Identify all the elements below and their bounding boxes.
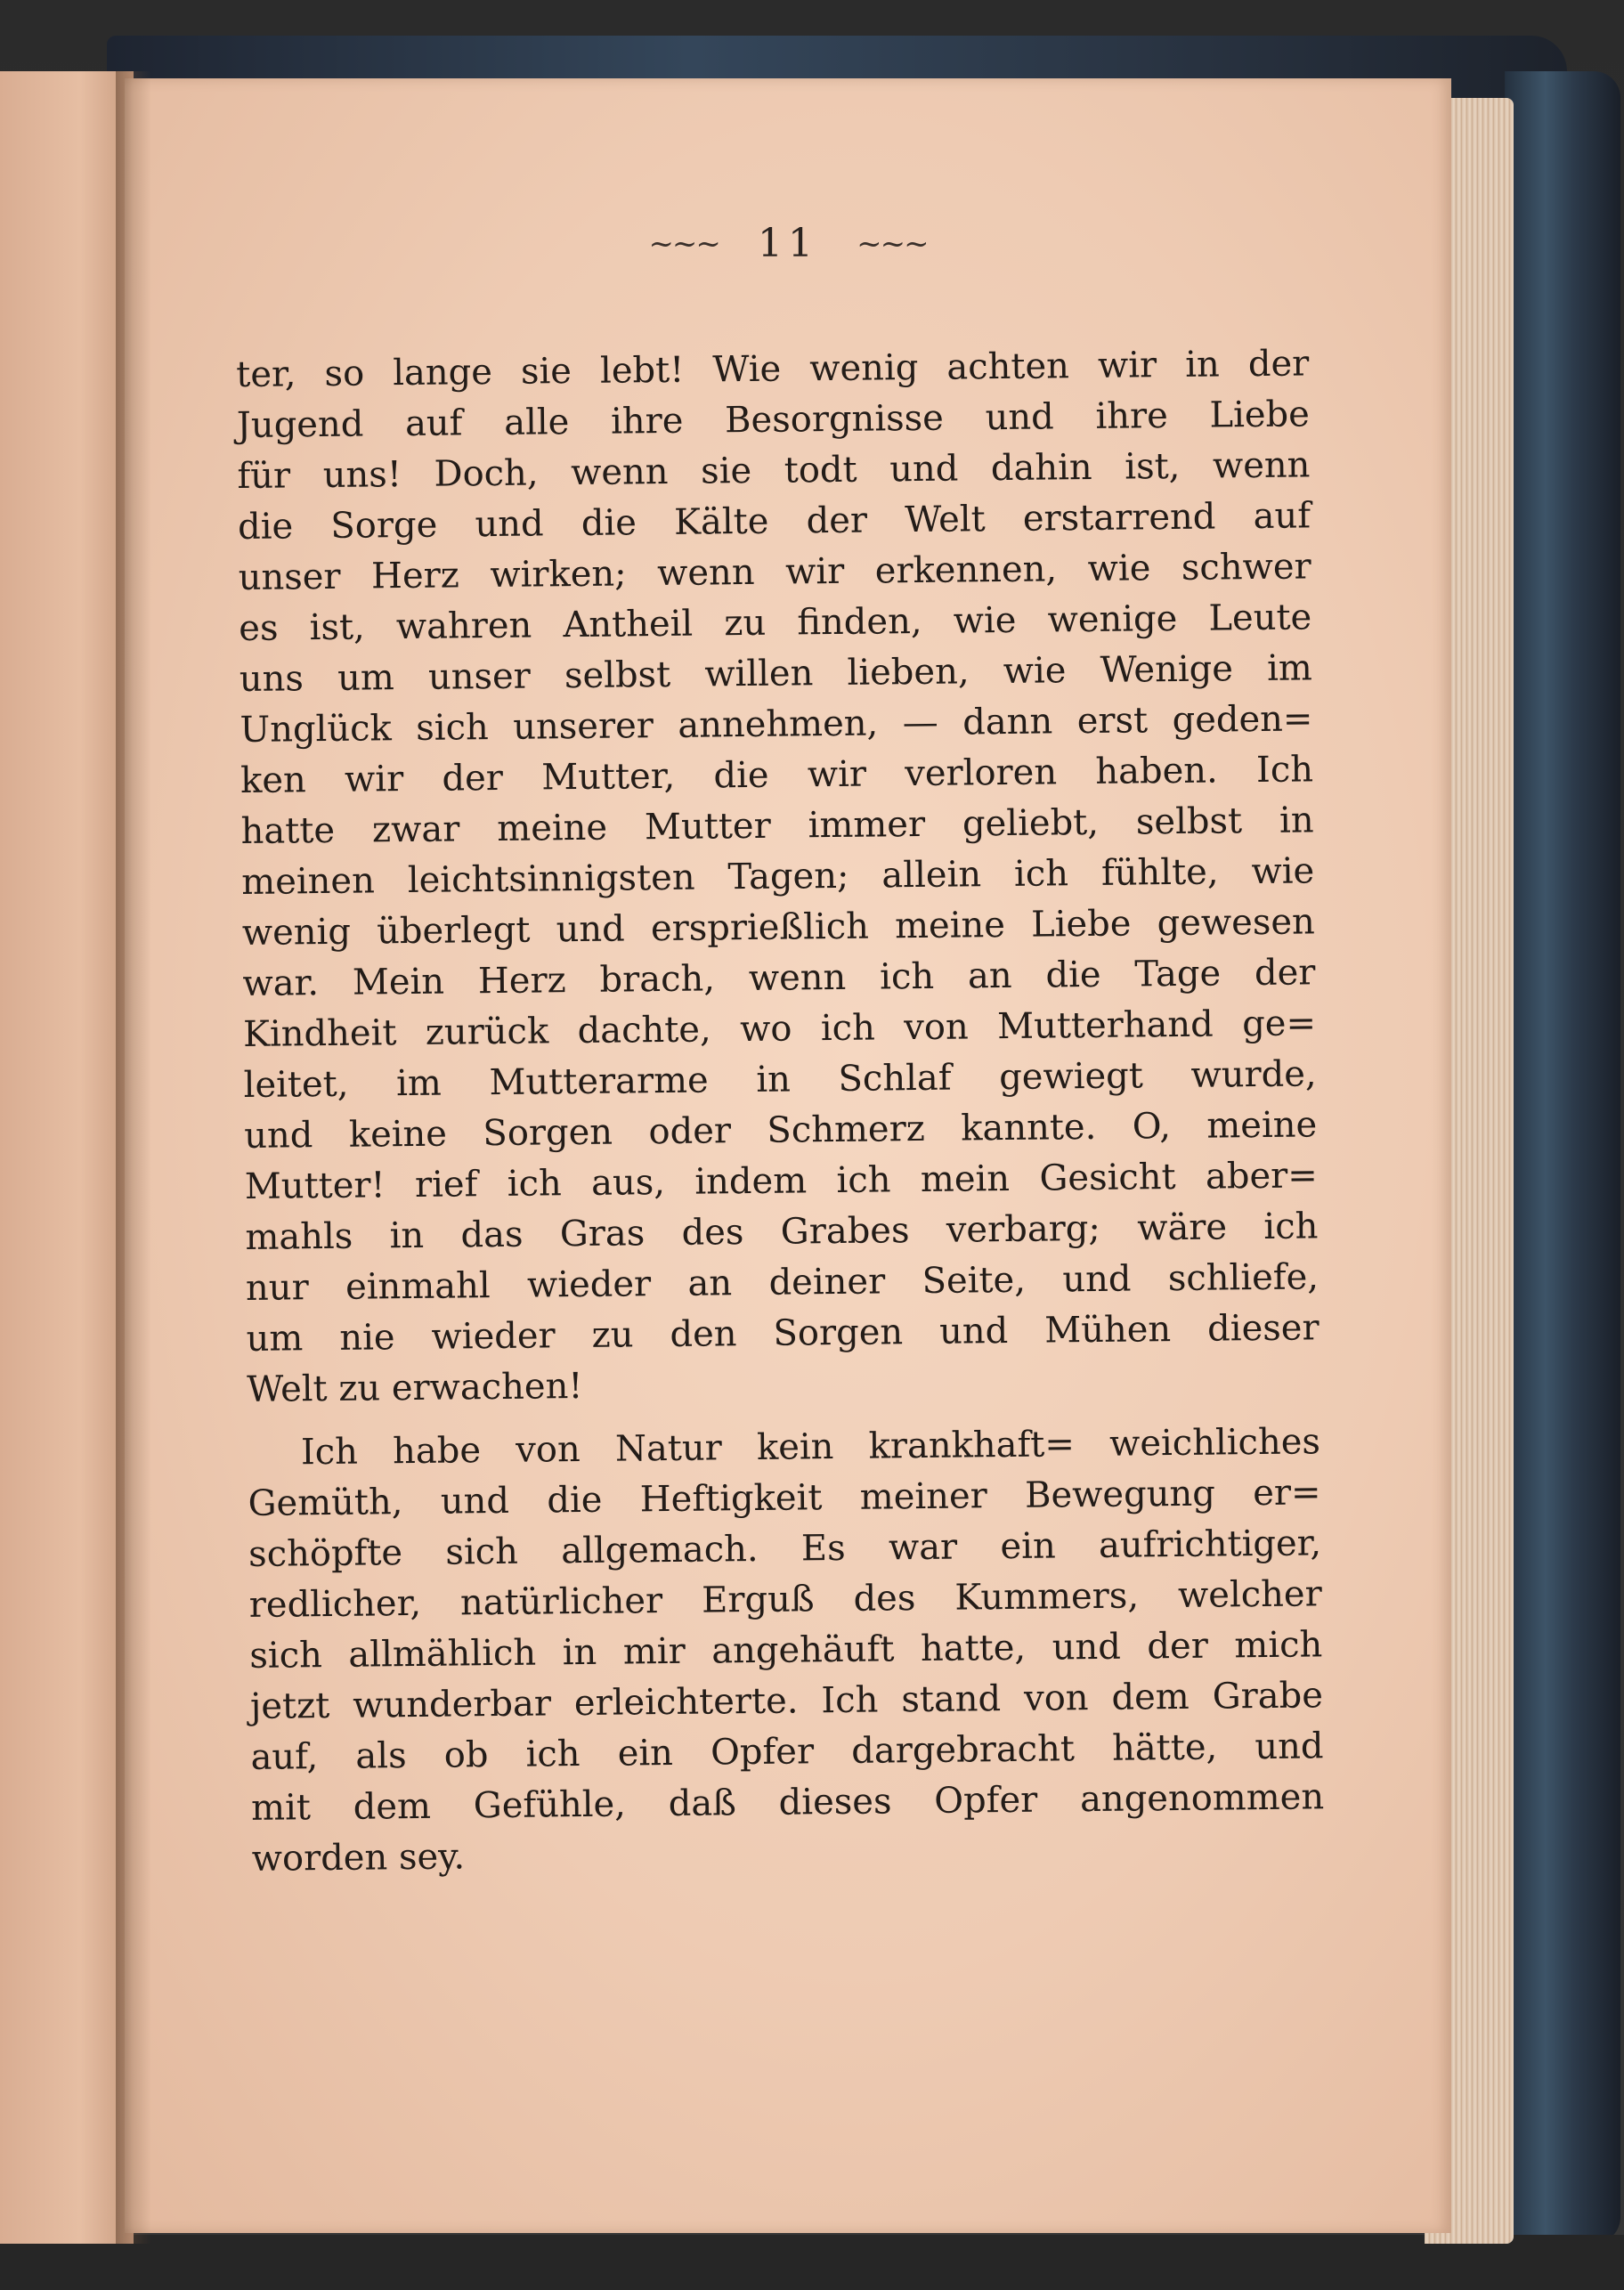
text-line: sich allmählich in mir angehäuft hatte, und der mich [249,1624,1323,1677]
text-line: leitet, im Mutterarme in Schlaf gewiegt wurde, [243,1053,1317,1106]
text-line: ken wir der Mutter, die wir verloren haben. Ich [240,749,1314,801]
book-cover-right-edge [1505,71,1620,2244]
text-line: Welt zu erwachen! [246,1365,583,1410]
page-number: 11 [758,221,818,266]
text-line: es ist, wahren Antheil zu finden, wie wenige Leute [239,597,1312,649]
text-line: Gemüth, und die Heftigkeit meiner Bewegung er= [248,1472,1321,1524]
book-cover-bottom-edge [0,2235,1624,2290]
text-line: und keine Sorgen oder Schmerz kannte. O, meine [244,1104,1318,1157]
text-line: wenig überlegt und ersprießlich meine Liebe gewesen [241,901,1316,954]
header-ornament-right: ~~~ [857,225,928,262]
text-line: meinen leichtsinnigsten Tagen; allein ich fühlte, wie [241,850,1315,903]
text-line: Mutter! rief ich aus, indem ich mein Gesicht aber= [244,1155,1319,1207]
text-line: auf, als ob ich ein Opfer dargebracht hätte, und [250,1726,1324,1778]
book-gutter-shadow [116,71,151,2244]
text-line: für uns! Doch, wenn sie todt und dahin ist, wenn [237,444,1311,497]
text-line: worden sey. [251,1836,466,1880]
text-line: hatte zwar meine Mutter immer geliebt, selbst in [240,800,1314,852]
text-line: Ich habe von Natur kein krankhaft= weichliches [300,1421,1321,1474]
text-line: mit dem Gefühle, daß dieses Opfer angenommen [250,1776,1325,1829]
text-line: uns um unser selbst willen lieben, wie Wenige im [239,647,1313,700]
text-line: Kindheit zurück dachte, wo ich von Mutterhand ge= [242,1003,1317,1055]
text-line: war. Mein Herz brach, wenn ich an die Tage der [242,952,1316,1004]
paragraph-1 [236,338,1320,1416]
header-ornament-left: ~~~ [648,225,719,262]
body-text [236,338,1325,1885]
text-line: unser Herz wirken; wenn wir erkennen, wie schwer [238,546,1311,598]
text-line: nur einmahl wieder an deiner Seite, und schliefe, [245,1256,1320,1309]
text-line: redlicher, natürlicher Erguß des Kummers, welcher [248,1573,1322,1626]
text-line: um nie wieder zu den Sorgen und Mühen dieser [246,1307,1320,1360]
page-header [125,221,1451,266]
text-line: die Sorge und die Kälte der Welt erstarrend auf [237,495,1311,548]
text-line: schöpfte sich allgemach. Es war ein aufrichtiger, [248,1523,1322,1575]
text-line: ter, so lange sie lebt! Wie wenig achten wir in der [236,343,1310,395]
text-line: Unglück sich unserer annehmen, — dann erst geden= [240,698,1313,751]
text-line: jetzt wunderbar erleichterte. Ich stand von dem Grabe [249,1675,1324,1727]
text-line: Jugend auf alle ihre Besorgnisse und ihre Liebe [236,394,1311,446]
text-line: mahls in das Gras des Grabes verbarg; wäre ich [245,1206,1319,1258]
book-page [125,78,1451,2233]
paragraph-2 [248,1417,1325,1885]
left-facing-page [0,71,134,2244]
